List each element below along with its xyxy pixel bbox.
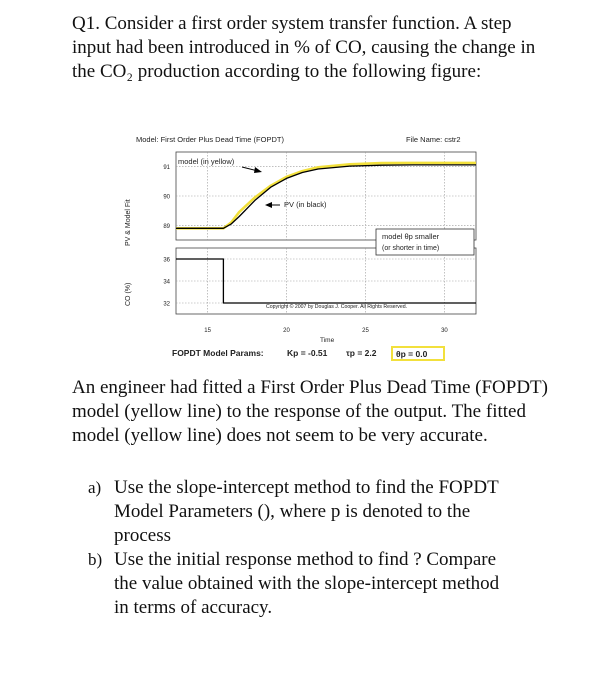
kp-value: Kp = -0.51 (287, 348, 328, 358)
annotation-pv: PV (in black) (284, 200, 327, 209)
question-paragraph-2: An engineer had fitted a First Order Plus Dead Time (FOPDT) model (yellow line) to the response of the output. The fitted model (yellow line) does not seem to be very accurate. (72, 377, 548, 446)
y-tick-label: 32 (163, 301, 170, 308)
annotation-smaller-line1: model θp smaller (382, 232, 440, 241)
item-b-label: b) (88, 550, 103, 569)
y-tick-label: 90 (163, 194, 170, 201)
y-tick-label: 89 (163, 223, 170, 230)
x-tick-label: 25 (362, 328, 369, 334)
annotation-model: model (in yellow) (178, 157, 235, 166)
copyright: Copyright © 2007 by Douglas J. Cooper. All Rights Reserved. (266, 304, 408, 310)
x-axis-label: Time (320, 337, 335, 344)
annotation-smaller-line2: (or shorter in time) (382, 245, 440, 252)
model-title: Model: First Order Plus Dead Time (FOPDT) (136, 135, 284, 144)
x-tick-label: 15 (204, 328, 211, 334)
tp-value: τp = 2.2 (346, 348, 377, 358)
theta-value: θp = 0.0 (396, 349, 428, 359)
co-axis-label: CO (%) (125, 282, 132, 306)
x-tick-label: 20 (283, 328, 290, 334)
pv-axis-label: PV & Model Fit (125, 199, 132, 246)
item-b-text: Use the initial response method to find ? Compare the value obtained with the slope-intercept method in terms of accuracy. (114, 549, 500, 618)
file-name: File Name: cstr2 (406, 135, 461, 144)
y-tick-label: 91 (163, 165, 170, 172)
y-tick-label: 36 (163, 257, 170, 264)
fopdt-figure (110, 130, 490, 370)
item-a-label: a) (88, 478, 102, 497)
params-label: FOPDT Model Params: (172, 348, 264, 358)
x-tick-label: 30 (441, 328, 448, 334)
y-tick-label: 34 (163, 279, 170, 286)
question-intro: Q1. Consider a first order system transfer function. A step input had been introduced in % of CO, causing the change in the CO₂ production according to the following figure: (72, 13, 536, 82)
item-a-text: Use the slope-intercept method to find the FOPDT Model Parameters (), where p is denoted to the process (114, 477, 499, 546)
